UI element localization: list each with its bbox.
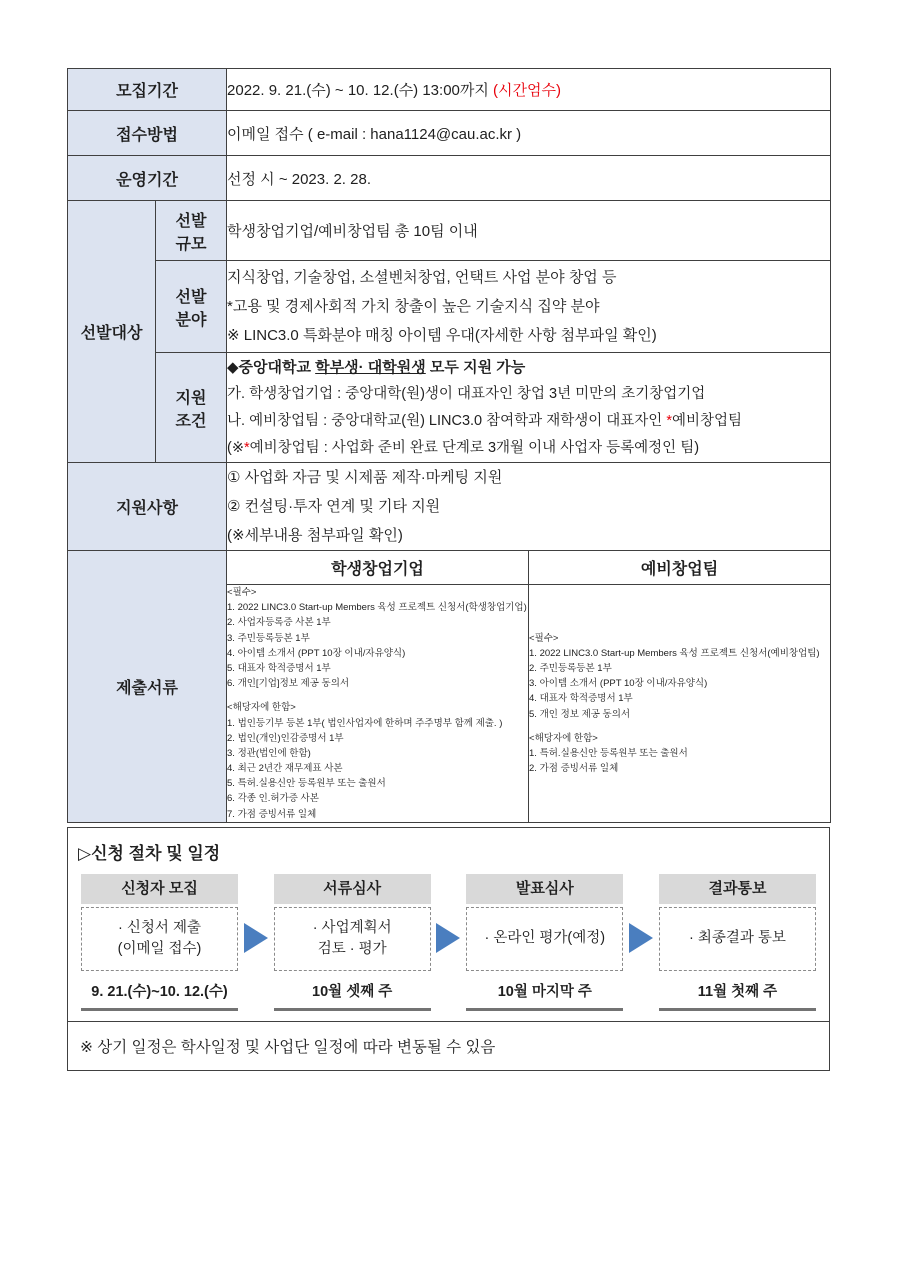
required-list: 1. 2022 LINC3.0 Start-up Members 육성 프로젝트 신청서(학생창업기업) 2. 사업자등록증 사본 1부 3. 주민등록등본 1부 4. 아이템 소개서 (PPT 10장 이내/자유양식) 5. 대표자 학적증명서 1부 6. 개인[기업]정보 제공 동의서 bbox=[227, 602, 527, 690]
step-result-notification bbox=[659, 874, 816, 1011]
step-title: 결과통보 bbox=[659, 874, 816, 904]
flow-arrow-icon bbox=[436, 923, 460, 953]
documents-label: 제출서류 bbox=[68, 551, 227, 823]
condition-headline: ◆중앙대학교 학부생· 대학원생 모두 지원 가능 bbox=[227, 358, 526, 376]
column-header-pre-startup-team: 예비창업팀 bbox=[529, 551, 831, 585]
step-title: 발표심사 bbox=[466, 874, 623, 904]
row-selection-scale bbox=[68, 201, 831, 261]
required-list: 1. 2022 LINC3.0 Start-up Members 육성 프로젝트 신청서(예비창업팀) 2. 주민등록등본 1부 3. 아이템 소개서 (PPT 10장 이내/자유양식) 4. 대표자 학적증명서 1부 5. 개인 정보 제공 동의서 bbox=[529, 647, 820, 720]
condition-line-ga: 가. 학생창업기업 : 중앙대학(원)생이 대표자인 창업 3년 미만의 초기창업기업 bbox=[227, 385, 706, 402]
support-condition-label: 지원 조건 bbox=[156, 353, 227, 463]
selection-scale-value: 학생창업기업/예비창업팀 총 10팀 이내 bbox=[227, 201, 831, 261]
step-date: 9. 21.(수)~10. 12.(수) bbox=[91, 983, 228, 1000]
conditional-title: <해당자에 한함> bbox=[529, 732, 598, 744]
date-underline bbox=[81, 1008, 238, 1011]
conditional-title: <해당자에 한함> bbox=[227, 702, 296, 714]
recruit-period-text: 2022. 9. 21.(수) ~ 10. 12.(수) 13:00까지 bbox=[227, 82, 494, 99]
step-date: 11월 첫째 주 bbox=[697, 983, 778, 1000]
step-detail-box: · 사업계획서 검토 · 평가 bbox=[274, 907, 431, 971]
step-title: 신청자 모집 bbox=[81, 874, 238, 904]
documents-student-company bbox=[227, 585, 529, 823]
step-title: 서류심사 bbox=[274, 874, 431, 904]
recruit-period-value bbox=[227, 69, 831, 111]
operation-period-label: 운영기간 bbox=[68, 156, 227, 201]
row-support-condition bbox=[68, 353, 831, 463]
apply-method-label: 접수방법 bbox=[68, 111, 227, 156]
selection-target-label: 선발대상 bbox=[68, 201, 156, 463]
support-items-value: ① 사업화 자금 및 시제품 제작·마케팅 지원 ② 컨설팅·투자 연계 및 기타 지원 (※세부내용 첨부파일 확인) bbox=[227, 463, 831, 551]
support-items-label: 지원사항 bbox=[68, 463, 227, 551]
support-condition-value bbox=[227, 353, 831, 463]
operation-period-value: 선정 시 ~ 2023. 2. 28. bbox=[227, 156, 831, 201]
step-detail-box: · 신청서 제출 (이메일 접수) bbox=[81, 907, 238, 971]
row-documents-header bbox=[68, 551, 831, 585]
procedure-flow bbox=[68, 872, 829, 1021]
step-detail-box: · 최종결과 통보 bbox=[659, 907, 816, 971]
step-date: 10월 마지막 주 bbox=[497, 983, 592, 1000]
time-strict-warning: (시간엄수) bbox=[493, 82, 561, 99]
required-title: <필수> bbox=[227, 587, 257, 598]
step-detail-box: · 온라인 평가(예정) bbox=[466, 907, 623, 971]
selection-field-value: 지식창업, 기술창업, 소셜벤처창업, 언택트 사업 분야 창업 등 *고용 및 경제사회적 가치 창출이 높은 기술지식 집약 분야 ※ LINC3.0 특화분야 매칭 아이템 우대(자세한 사항 첨부파일 확인) bbox=[227, 261, 831, 353]
selection-scale-label: 선발 규모 bbox=[156, 201, 227, 261]
row-apply-method bbox=[68, 111, 831, 156]
row-support-items bbox=[68, 463, 831, 551]
apply-method-value: 이메일 접수 ( e-mail : hana1124@cau.ac.kr ) bbox=[227, 111, 831, 156]
required-title: <필수> bbox=[529, 632, 559, 644]
flow-arrow-icon bbox=[629, 923, 653, 953]
conditional-list: 1. 법인등기부 등본 1부( 법인사업자에 한하며 주주명부 함께 제출. ) 2. 법인(개인)인감증명서 1부 3. 정관(법인에 한함) 4. 최근 2년간 재무제표 사본 5. 특허.실용신안 등록원부 또는 출원서 6. 각종 인.허가증 사본 7. 가점 증빙서류 일체 bbox=[227, 717, 503, 820]
date-underline bbox=[466, 1008, 623, 1011]
date-underline bbox=[659, 1008, 816, 1011]
column-header-student-company: 학생창업기업 bbox=[227, 551, 529, 585]
row-operation-period bbox=[68, 156, 831, 201]
flow-arrow-icon bbox=[244, 923, 268, 953]
recruit-period-label: 모집기간 bbox=[68, 69, 227, 111]
condition-line-na: 나. 예비창업팀 : 중앙대학교(원) LINC3.0 참여학과 재학생이 대표자인 *예비창업팀 bbox=[227, 412, 743, 429]
procedure-title: ▷신청 절차 및 일정 bbox=[78, 843, 221, 863]
notice-document bbox=[67, 68, 830, 1071]
step-document-screening bbox=[274, 874, 431, 1011]
application-procedure-box bbox=[67, 827, 830, 1071]
row-recruit-period bbox=[68, 69, 831, 111]
documents-pre-startup-team bbox=[529, 585, 831, 823]
selection-field-label: 선발 분야 bbox=[156, 261, 227, 353]
condition-footnote: (※*예비창업팀 : 사업화 준비 완료 단계로 3개월 이내 사업자 등록예정인 팀) bbox=[227, 439, 700, 456]
program-info-table bbox=[67, 68, 831, 823]
step-applicant-recruitment bbox=[81, 874, 238, 1011]
step-date: 10월 셋째 주 bbox=[312, 983, 393, 1000]
conditional-list: 1. 특허.실용신안 등록원부 또는 출원서 2. 가점 증빙서류 일체 bbox=[529, 747, 688, 775]
step-presentation-screening bbox=[466, 874, 623, 1011]
row-selection-field bbox=[68, 261, 831, 353]
schedule-change-note: ※ 상기 일정은 학사일정 및 사업단 일정에 따라 변동될 수 있음 bbox=[68, 1021, 829, 1070]
date-underline bbox=[274, 1008, 431, 1011]
